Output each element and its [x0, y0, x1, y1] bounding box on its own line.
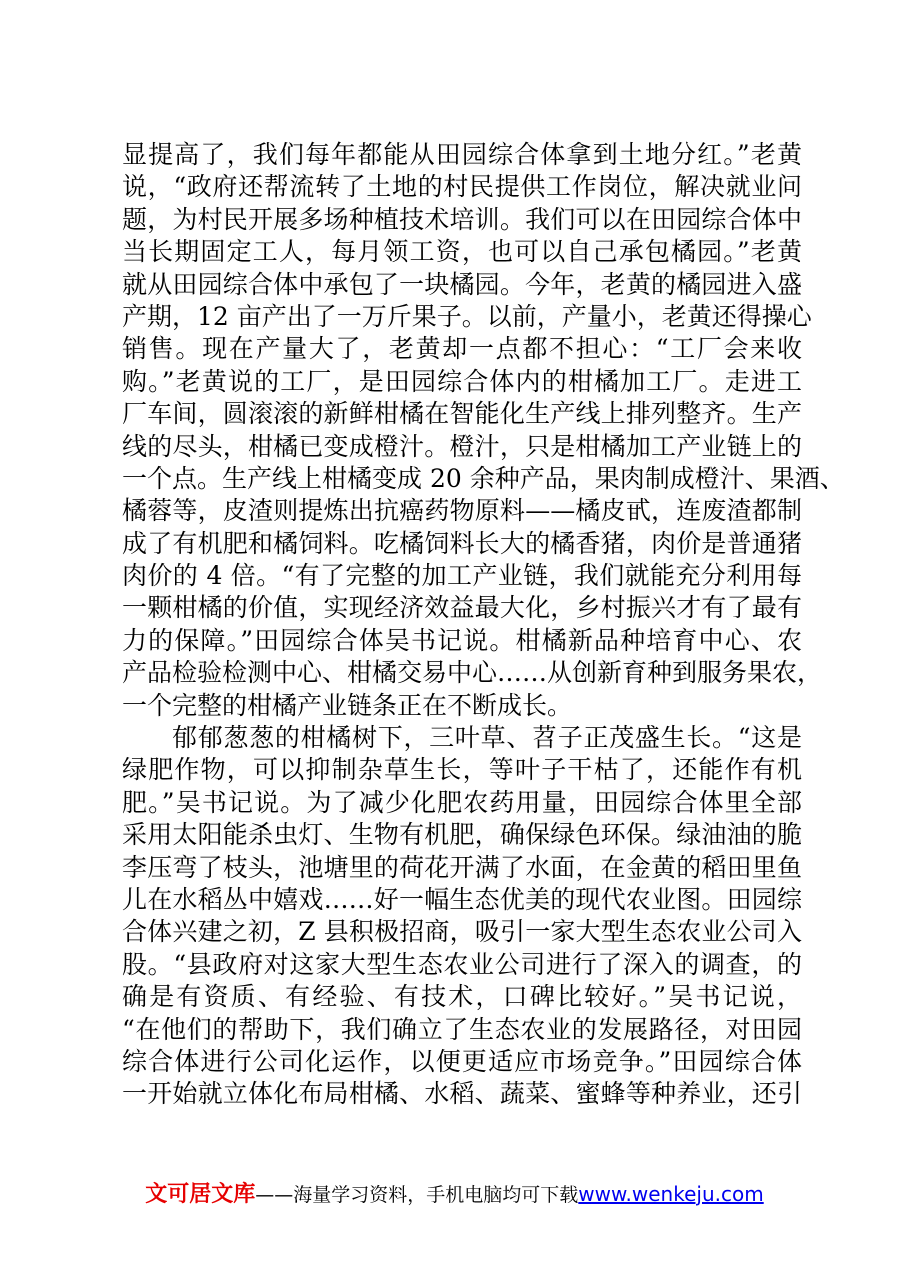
body-line: 李压弯了枝头，池塘里的荷花开满了水面，在金黄的稻田里鱼 — [122, 852, 802, 882]
body-line: 说，“政府还帮流转了土地的村民提供工作岗位，解决就业问 — [122, 172, 802, 202]
body-line: 采用太阳能杀虫灯、生物有机肥，确保绿色环保。绿油油的脆 — [122, 820, 802, 850]
body-line: 产品检验检测中心、柑橘交易中心……从创新育种到服务果农， — [122, 658, 823, 688]
body-line: “在他们的帮助下，我们确立了生态农业的发展路径，对田园 — [122, 1014, 802, 1044]
document-body — [122, 139, 845, 1111]
paragraph-start-line: 郁郁葱葱的柑橘树下，三叶草、苕子正茂盛生长。“这是 — [172, 723, 802, 753]
body-line: 购。”老黄说的工厂，是田园综合体内的柑橘加工厂。走进工 — [122, 366, 802, 396]
footer-tagline: ——海量学习资料，手机电脑均可下载 — [255, 1184, 579, 1206]
body-line: 题，为村民开展多场种植技术培训。我们可以在田园综合体中 — [122, 204, 802, 234]
paragraph-end-line: 一个完整的柑橘产业链条正在不断成长。 — [122, 690, 573, 720]
page-footer — [0, 1180, 909, 1209]
body-line: 销售。现在产量大了，老黄却一点都不担心：“工厂会来收 — [122, 334, 802, 364]
body-line: 成了有机肥和橘饲料。吃橘饲料长大的橘香猪，肉价是普通猪 — [122, 528, 802, 558]
body-line: 股。“县政府对这家大型生态农业公司进行了深入的调查，的 — [122, 949, 802, 979]
body-line: 就从田园综合体中承包了一块橘园。今年，老黄的橘园进入盛 — [122, 269, 802, 299]
body-line: 线的尽头，柑橘已变成橙汁。橙汁，只是柑橘加工产业链上的 — [122, 431, 802, 461]
body-line: 一开始就立体化布局柑橘、水稻、蔬菜、蜜蜂等种养业，还引 — [122, 1079, 802, 1109]
body-line: 肥。”吴书记说。为了减少化肥农药用量，田园综合体里全部 — [122, 787, 802, 817]
body-line: 一颗柑橘的价值，实现经济效益最大化，乡村振兴才有了最有 — [122, 593, 802, 623]
body-line: 综合体进行公司化运作，以便更适应市场竞争。”田园综合体 — [122, 1046, 802, 1076]
body-line: 显提高了，我们每年都能从田园综合体拿到土地分红。”老黄 — [122, 140, 802, 169]
body-line: 厂车间，圆滚滚的新鲜柑橘在智能化生产线上排列整齐。生产 — [122, 399, 802, 429]
footer-site-link[interactable]: www.wenkeju.com — [578, 1182, 764, 1206]
body-line: 确是有资质、有经验、有技术，口碑比较好。”吴书记说， — [122, 982, 802, 1012]
body-line: 肉价的 4 倍。“有了完整的加工产业链，我们就能充分利用每 — [122, 561, 802, 591]
body-line: 合体兴建之初，Z 县积极招商，吸引一家大型生态农业公司入 — [122, 917, 802, 947]
body-line: 力的保障。”田园综合体吴书记说。柑橘新品种培育中心、农 — [122, 625, 802, 655]
body-line: 当长期固定工人，每月领工资，也可以自己承包橘园。”老黄 — [122, 237, 802, 267]
body-line: 产期，12 亩产出了一万斤果子。以前，产量小，老黄还得操心 — [122, 301, 812, 331]
body-line: 儿在水稻丛中嬉戏……好一幅生态优美的现代农业图。田园综 — [122, 884, 802, 914]
footer-brand: 文可居文库 — [145, 1182, 256, 1207]
body-line: 橘蓉等，皮渣则提炼出抗癌药物原料——橘皮甙，连废渣都制 — [122, 496, 802, 526]
body-line: 绿肥作物，可以抑制杂草生长，等叶子干枯了，还能作有机 — [122, 755, 802, 785]
body-line: 一个点。生产线上柑橘变成 20 余种产品，果肉制成橙汁、果酒、 — [122, 463, 845, 493]
